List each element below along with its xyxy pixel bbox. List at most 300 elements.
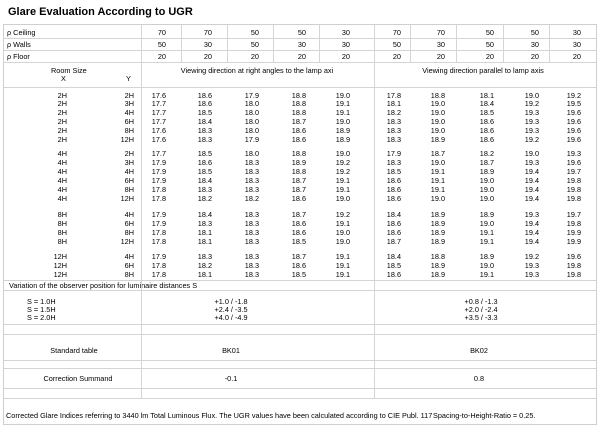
room-x: 4H xyxy=(57,176,67,185)
room-y: 4H xyxy=(124,108,134,117)
ugr-value: 18.8 xyxy=(291,149,306,158)
ugr-value: 18.3 xyxy=(197,185,212,194)
spacing-value: S = 1.0H xyxy=(27,297,56,306)
reflectance-value: 30 xyxy=(341,28,350,37)
row-divider xyxy=(4,388,596,389)
ugr-value: 17.9 xyxy=(244,135,259,144)
ugr-value: 18.7 xyxy=(291,185,306,194)
ugr-value: 17.9 xyxy=(151,176,166,185)
variation-para: +0.8 / -1.3 xyxy=(464,297,498,306)
variation-label: Variation of the observer position for luminaire distances S xyxy=(9,281,198,290)
ugr-value: 19.2 xyxy=(566,91,581,100)
ugr-value: 19.3 xyxy=(524,261,539,270)
row-divider xyxy=(4,280,596,281)
ugr-value: 18.3 xyxy=(244,261,259,270)
room-y: 4H xyxy=(124,167,134,176)
ugr-value: 18.8 xyxy=(291,91,306,100)
ugr-value: 18.5 xyxy=(386,167,401,176)
ugr-value: 19.2 xyxy=(524,99,539,108)
variation-para: +3.5 / -3.3 xyxy=(464,313,498,322)
ugr-value: 18.7 xyxy=(479,158,494,167)
ugr-value: 18.9 xyxy=(335,126,350,135)
ugr-value: 18.4 xyxy=(386,252,401,261)
ugr-value: 19.4 xyxy=(524,228,539,237)
ugr-value: 18.6 xyxy=(291,261,306,270)
ugr-value: 18.9 xyxy=(430,270,445,279)
ugr-value: 18.7 xyxy=(291,210,306,219)
ugr-value: 19.6 xyxy=(566,126,581,135)
reflectance-value: 30 xyxy=(297,40,306,49)
column-divider xyxy=(410,25,411,62)
ugr-value: 19.0 xyxy=(430,194,445,203)
ugr-value: 18.8 xyxy=(430,252,445,261)
ugr-value: 18.4 xyxy=(479,99,494,108)
ugr-value: 18.6 xyxy=(479,117,494,126)
ugr-value: 18.3 xyxy=(244,185,259,194)
ugr-value: 18.7 xyxy=(291,176,306,185)
ugr-value: 18.1 xyxy=(197,228,212,237)
ugr-value: 19.0 xyxy=(479,261,494,270)
column-divider xyxy=(503,25,504,62)
ugr-value: 19.1 xyxy=(335,270,350,279)
ugr-value: 18.8 xyxy=(291,167,306,176)
ugr-value: 18.3 xyxy=(244,167,259,176)
ugr-value: 18.3 xyxy=(197,219,212,228)
ugr-value: 18.2 xyxy=(197,194,212,203)
reflectance-value: 20 xyxy=(392,52,401,61)
ugr-value: 19.0 xyxy=(335,228,350,237)
row-divider xyxy=(4,87,596,88)
ugr-value: 18.4 xyxy=(197,117,212,126)
ugr-value: 18.6 xyxy=(386,185,401,194)
row-divider xyxy=(4,398,596,399)
ugr-value: 18.2 xyxy=(479,149,494,158)
reflectance-value: 50 xyxy=(485,28,494,37)
ugr-value: 19.0 xyxy=(335,91,350,100)
ugr-value: 18.9 xyxy=(335,135,350,144)
ugr-value: 19.3 xyxy=(524,158,539,167)
ugr-value: 19.2 xyxy=(335,167,350,176)
row-divider xyxy=(4,290,596,291)
ugr-value: 19.8 xyxy=(566,185,581,194)
ugr-value: 18.3 xyxy=(386,117,401,126)
ugr-table xyxy=(3,24,597,425)
ugr-value: 17.8 xyxy=(151,237,166,246)
ugr-value: 19.4 xyxy=(524,167,539,176)
ugr-value: 18.9 xyxy=(291,158,306,167)
row-divider xyxy=(4,324,596,325)
ugr-value: 18.1 xyxy=(479,91,494,100)
ugr-value: 17.8 xyxy=(151,270,166,279)
reflectance-value: 50 xyxy=(250,28,259,37)
spacing-ratio: Spacing-to-Height-Ratio = 0.25. xyxy=(433,411,536,420)
ugr-value: 19.4 xyxy=(524,185,539,194)
row-divider xyxy=(4,62,596,63)
ugr-value: 18.3 xyxy=(244,210,259,219)
ugr-value: 18.9 xyxy=(430,135,445,144)
ugr-value: 19.0 xyxy=(479,194,494,203)
ugr-value: 18.0 xyxy=(244,126,259,135)
ugr-value: 18.0 xyxy=(244,99,259,108)
ugr-value: 17.8 xyxy=(151,228,166,237)
ugr-value: 18.6 xyxy=(386,270,401,279)
ugr-value: 19.6 xyxy=(566,135,581,144)
ugr-value: 19.0 xyxy=(430,158,445,167)
spacing-value: S = 1.5H xyxy=(27,305,56,314)
ugr-value: 19.1 xyxy=(335,261,350,270)
ugr-value: 19.3 xyxy=(524,117,539,126)
room-y: 12H xyxy=(120,135,134,144)
column-divider xyxy=(141,25,142,398)
room-x: 12H xyxy=(53,270,67,279)
reflectance-value: 50 xyxy=(485,40,494,49)
ugr-value: 18.5 xyxy=(197,108,212,117)
ugr-value: 18.1 xyxy=(197,237,212,246)
ugr-value: 19.1 xyxy=(335,185,350,194)
ugr-value: 19.1 xyxy=(335,176,350,185)
ugr-value: 19.8 xyxy=(566,194,581,203)
ugr-value: 18.0 xyxy=(244,149,259,158)
room-y: 6H xyxy=(124,176,134,185)
ugr-value: 18.6 xyxy=(291,228,306,237)
ugr-value: 17.8 xyxy=(386,91,401,100)
reflectance-value: 20 xyxy=(436,52,445,61)
ugr-value: 18.5 xyxy=(386,261,401,270)
ugr-value: 18.9 xyxy=(430,228,445,237)
correction-label: Correction Summand xyxy=(43,374,113,383)
ugr-value: 18.9 xyxy=(430,237,445,246)
room-x: 8H xyxy=(57,228,67,237)
ugr-value: 17.8 xyxy=(151,261,166,270)
ugr-value: 18.4 xyxy=(197,210,212,219)
room-y: 3H xyxy=(124,158,134,167)
room-y: 3H xyxy=(124,99,134,108)
ugr-value: 18.6 xyxy=(386,219,401,228)
x-axis-label: X xyxy=(61,74,66,83)
variation-perp: +1.0 / -1.8 xyxy=(214,297,248,306)
ugr-value: 19.8 xyxy=(566,270,581,279)
ugr-value: 18.2 xyxy=(386,108,401,117)
ugr-value: 17.7 xyxy=(151,108,166,117)
ugr-value: 19.1 xyxy=(335,99,350,108)
row-divider xyxy=(4,50,596,51)
y-axis-label: Y xyxy=(126,74,131,83)
ugr-value: 18.5 xyxy=(197,149,212,158)
ugr-value: 18.8 xyxy=(430,91,445,100)
standard-table-para: BK02 xyxy=(470,346,488,355)
perp-direction-header: Viewing direction at right angles to the lamp axi xyxy=(180,66,334,75)
ugr-value: 19.2 xyxy=(335,210,350,219)
ugr-value: 17.9 xyxy=(151,219,166,228)
ugr-value: 19.8 xyxy=(566,219,581,228)
ugr-value: 18.3 xyxy=(386,126,401,135)
room-y: 8H xyxy=(124,270,134,279)
ugr-value: 18.3 xyxy=(244,228,259,237)
ugr-value: 18.3 xyxy=(244,237,259,246)
ugr-value: 19.0 xyxy=(335,117,350,126)
ugr-value: 18.4 xyxy=(386,210,401,219)
reflectance-value: 70 xyxy=(392,28,401,37)
room-y: 12H xyxy=(120,194,134,203)
ugr-value: 19.0 xyxy=(335,149,350,158)
room-x: 8H xyxy=(57,237,67,246)
room-x: 8H xyxy=(57,210,67,219)
column-divider xyxy=(227,25,228,62)
ugr-value: 17.7 xyxy=(151,149,166,158)
ugr-value: 19.3 xyxy=(524,210,539,219)
variation-perp: +2.4 / -3.5 xyxy=(214,305,248,314)
ugr-value: 17.9 xyxy=(151,210,166,219)
page-title: Glare Evaluation According to UGR xyxy=(8,6,193,18)
variation-para: +2.0 / -2.4 xyxy=(464,305,498,314)
reflectance-value: 20 xyxy=(297,52,306,61)
ugr-value: 17.9 xyxy=(151,167,166,176)
ugr-value: 18.3 xyxy=(244,219,259,228)
ugr-value: 17.9 xyxy=(386,149,401,158)
ugr-value: 19.4 xyxy=(524,219,539,228)
reflectance-value: 20 xyxy=(203,52,212,61)
ugr-value: 19.0 xyxy=(479,176,494,185)
correction-perp: -0.1 xyxy=(224,374,238,383)
standard-table-perp: BK01 xyxy=(222,346,240,355)
ugr-value: 19.1 xyxy=(335,108,350,117)
ugr-value: 18.3 xyxy=(197,135,212,144)
ugr-value: 18.7 xyxy=(291,117,306,126)
ugr-value: 18.9 xyxy=(430,210,445,219)
ugr-value: 18.8 xyxy=(291,108,306,117)
ugr-value: 19.0 xyxy=(524,149,539,158)
row-divider xyxy=(4,368,596,369)
ugr-value: 18.9 xyxy=(479,167,494,176)
ugr-value: 19.0 xyxy=(430,117,445,126)
ugr-value: 19.4 xyxy=(524,237,539,246)
room-x: 4H xyxy=(57,158,67,167)
ugr-value: 18.6 xyxy=(291,219,306,228)
room-y: 4H xyxy=(124,252,134,261)
ugr-value: 18.1 xyxy=(386,99,401,108)
room-y: 6H xyxy=(124,261,134,270)
reflectance-value: 30 xyxy=(572,40,581,49)
room-y: 8H xyxy=(124,228,134,237)
room-x: 2H xyxy=(57,99,67,108)
room-y: 8H xyxy=(124,185,134,194)
reflectance-label: ρ Walls xyxy=(7,40,31,49)
column-divider xyxy=(273,25,274,62)
ugr-value: 18.3 xyxy=(244,176,259,185)
room-x: 4H xyxy=(57,185,67,194)
room-y: 2H xyxy=(124,149,134,158)
ugr-value: 19.7 xyxy=(566,210,581,219)
room-size-label: Room Size xyxy=(51,66,87,75)
reflectance-value: 50 xyxy=(157,40,166,49)
ugr-value: 19.6 xyxy=(566,252,581,261)
ugr-value: 19.4 xyxy=(524,176,539,185)
reflectance-label: ρ Floor xyxy=(7,52,30,61)
ugr-value: 18.6 xyxy=(291,135,306,144)
ugr-value: 19.3 xyxy=(524,108,539,117)
ugr-value: 19.7 xyxy=(566,167,581,176)
ugr-value: 19.3 xyxy=(524,126,539,135)
ugr-value: 19.0 xyxy=(430,108,445,117)
reflectance-value: 30 xyxy=(530,40,539,49)
reflectance-value: 20 xyxy=(341,52,350,61)
ugr-value: 18.3 xyxy=(386,135,401,144)
ugr-value: 17.9 xyxy=(151,158,166,167)
room-x: 8H xyxy=(57,219,67,228)
ugr-value: 19.0 xyxy=(479,185,494,194)
ugr-value: 19.0 xyxy=(335,194,350,203)
room-x: 2H xyxy=(57,135,67,144)
reflectance-value: 70 xyxy=(157,28,166,37)
room-x: 2H xyxy=(57,91,67,100)
room-y: 6H xyxy=(124,219,134,228)
ugr-value: 18.8 xyxy=(291,99,306,108)
column-divider xyxy=(319,25,320,62)
ugr-value: 18.0 xyxy=(244,117,259,126)
reflectance-value: 30 xyxy=(572,28,581,37)
ugr-value: 19.2 xyxy=(524,252,539,261)
reflectance-value: 30 xyxy=(341,40,350,49)
ugr-value: 19.1 xyxy=(430,167,445,176)
reflectance-value: 20 xyxy=(530,52,539,61)
ugr-value: 18.1 xyxy=(197,270,212,279)
ugr-value: 19.6 xyxy=(566,158,581,167)
room-y: 2H xyxy=(124,91,134,100)
standard-table-label: Standard table xyxy=(50,346,98,355)
column-divider xyxy=(549,25,550,62)
ugr-value: 18.9 xyxy=(479,252,494,261)
reflectance-value: 20 xyxy=(250,52,259,61)
ugr-value: 19.3 xyxy=(566,149,581,158)
ugr-value: 19.5 xyxy=(566,99,581,108)
ugr-value: 17.8 xyxy=(151,194,166,203)
room-y: 12H xyxy=(120,237,134,246)
ugr-value: 18.3 xyxy=(244,252,259,261)
footer-note: Corrected Glare Indices referring to 3440 lm Total Luminous Flux. The UGR values have been calculated according to CIE Publ. 117 xyxy=(6,411,433,420)
ugr-value: 18.3 xyxy=(386,158,401,167)
ugr-value: 18.6 xyxy=(197,99,212,108)
ugr-value: 18.5 xyxy=(479,108,494,117)
ugr-value: 19.2 xyxy=(335,158,350,167)
ugr-value: 19.1 xyxy=(430,185,445,194)
ugr-value: 18.6 xyxy=(386,176,401,185)
ugr-value: 18.6 xyxy=(197,91,212,100)
ugr-value: 18.4 xyxy=(197,176,212,185)
ugr-value: 19.1 xyxy=(479,270,494,279)
ugr-value: 18.5 xyxy=(291,237,306,246)
ugr-value: 18.6 xyxy=(479,126,494,135)
ugr-value: 18.3 xyxy=(244,270,259,279)
row-divider xyxy=(4,360,596,361)
ugr-value: 17.7 xyxy=(151,117,166,126)
ugr-value: 17.6 xyxy=(151,126,166,135)
ugr-value: 19.1 xyxy=(430,176,445,185)
ugr-value: 17.6 xyxy=(151,135,166,144)
ugr-value: 18.6 xyxy=(386,194,401,203)
ugr-value: 19.0 xyxy=(524,91,539,100)
ugr-value: 19.0 xyxy=(335,237,350,246)
ugr-value: 19.8 xyxy=(566,176,581,185)
ugr-value: 18.6 xyxy=(291,126,306,135)
ugr-value: 18.2 xyxy=(244,194,259,203)
ugr-value: 19.1 xyxy=(479,228,494,237)
ugr-value: 18.6 xyxy=(386,228,401,237)
ugr-value: 18.3 xyxy=(197,252,212,261)
ugr-value: 19.0 xyxy=(479,219,494,228)
reflectance-value: 20 xyxy=(485,52,494,61)
ugr-value: 19.6 xyxy=(566,117,581,126)
ugr-value: 18.6 xyxy=(197,158,212,167)
reflectance-value: 30 xyxy=(436,40,445,49)
room-y: 8H xyxy=(124,126,134,135)
correction-para: 0.8 xyxy=(473,374,485,383)
row-divider xyxy=(4,334,596,335)
reflectance-value: 50 xyxy=(530,28,539,37)
column-divider xyxy=(181,25,182,62)
ugr-value: 18.6 xyxy=(479,135,494,144)
ugr-value: 19.8 xyxy=(566,261,581,270)
ugr-value: 18.5 xyxy=(197,167,212,176)
room-y: 6H xyxy=(124,117,134,126)
ugr-value: 19.2 xyxy=(524,135,539,144)
reflectance-value: 50 xyxy=(392,40,401,49)
ugr-value: 18.7 xyxy=(291,252,306,261)
reflectance-label: ρ Ceiling xyxy=(7,28,36,37)
ugr-value: 19.3 xyxy=(524,270,539,279)
room-x: 2H xyxy=(57,108,67,117)
reflectance-value: 20 xyxy=(572,52,581,61)
ugr-value: 19.1 xyxy=(479,237,494,246)
ugr-value: 18.3 xyxy=(244,158,259,167)
ugr-value: 18.7 xyxy=(430,149,445,158)
spacing-value: S = 2.0H xyxy=(27,313,56,322)
reflectance-value: 20 xyxy=(157,52,166,61)
ugr-value: 19.0 xyxy=(430,126,445,135)
ugr-value: 19.4 xyxy=(524,194,539,203)
ugr-value: 18.2 xyxy=(197,261,212,270)
reflectance-value: 50 xyxy=(297,28,306,37)
row-divider xyxy=(4,38,596,39)
room-x: 4H xyxy=(57,167,67,176)
variation-perp: +4.0 / -4.9 xyxy=(214,313,248,322)
ugr-value: 18.9 xyxy=(430,261,445,270)
ugr-value: 18.7 xyxy=(386,237,401,246)
reflectance-value: 30 xyxy=(203,40,212,49)
column-divider xyxy=(374,25,375,398)
ugr-value: 17.7 xyxy=(151,99,166,108)
column-divider xyxy=(456,25,457,62)
ugr-value: 18.9 xyxy=(479,210,494,219)
room-x: 4H xyxy=(57,149,67,158)
ugr-value: 18.9 xyxy=(430,219,445,228)
reflectance-value: 70 xyxy=(203,28,212,37)
reflectance-value: 70 xyxy=(436,28,445,37)
reflectance-value: 50 xyxy=(250,40,259,49)
ugr-value: 19.9 xyxy=(566,237,581,246)
room-x: 12H xyxy=(53,261,67,270)
ugr-value: 19.1 xyxy=(335,252,350,261)
room-x: 12H xyxy=(53,252,67,261)
ugr-value: 17.9 xyxy=(244,91,259,100)
room-x: 2H xyxy=(57,126,67,135)
ugr-value: 17.8 xyxy=(151,185,166,194)
ugr-value: 19.1 xyxy=(335,219,350,228)
ugr-value: 17.6 xyxy=(151,91,166,100)
ugr-value: 17.9 xyxy=(151,252,166,261)
room-x: 4H xyxy=(57,194,67,203)
ugr-value: 18.3 xyxy=(197,126,212,135)
ugr-value: 19.9 xyxy=(566,228,581,237)
